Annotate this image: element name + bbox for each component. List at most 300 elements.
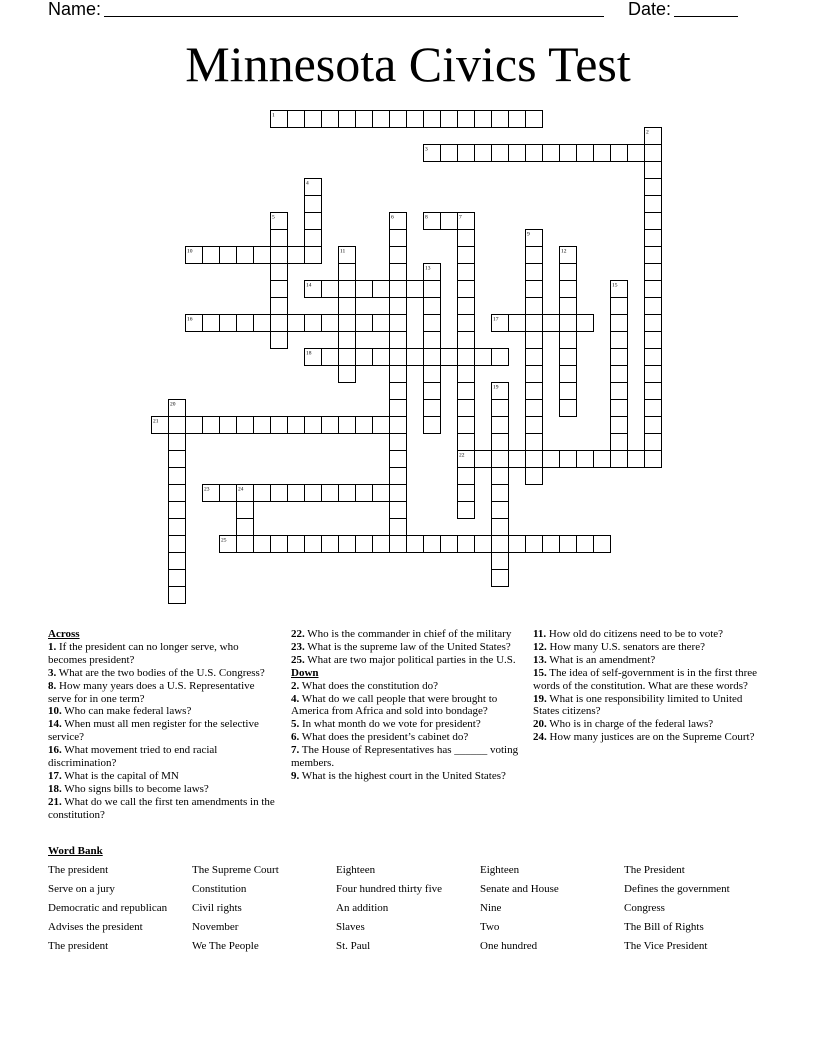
crossword-cell[interactable]	[645, 417, 662, 434]
clue-item	[533, 628, 765, 641]
crossword-cell[interactable]	[492, 468, 509, 485]
crossword-cell[interactable]	[424, 366, 441, 383]
crossword-cell[interactable]	[645, 247, 662, 264]
crossword-cell[interactable]	[560, 366, 577, 383]
crossword-cell[interactable]	[509, 145, 526, 162]
crossword-cell[interactable]	[492, 502, 509, 519]
across-heading: Across	[48, 628, 80, 640]
cell-number: 18	[306, 350, 312, 357]
crossword-cell[interactable]	[611, 298, 628, 315]
crossword-cell[interactable]	[543, 451, 560, 468]
cell-number: 15	[612, 282, 618, 289]
crossword-cell[interactable]	[373, 417, 390, 434]
word-bank-item: St. Paul	[336, 940, 371, 952]
clue-text: What is the supreme law of the United States?	[304, 640, 511, 653]
crossword-cell[interactable]	[339, 485, 356, 502]
crossword-cell[interactable]	[560, 349, 577, 366]
crossword-cell[interactable]	[560, 281, 577, 298]
crossword-cell[interactable]	[373, 485, 390, 502]
crossword-cell[interactable]	[305, 247, 322, 264]
crossword-cell[interactable]	[339, 332, 356, 349]
crossword-cell[interactable]	[305, 213, 322, 230]
crossword-cell[interactable]	[169, 485, 186, 502]
crossword-cell[interactable]	[322, 111, 339, 128]
crossword-cell[interactable]	[356, 315, 373, 332]
crossword-cell[interactable]	[492, 417, 509, 434]
crossword-cell[interactable]	[458, 264, 475, 281]
crossword-cell[interactable]	[390, 383, 407, 400]
crossword-cell[interactable]	[339, 349, 356, 366]
word-bank-item: Two	[480, 921, 500, 933]
crossword-cell[interactable]	[526, 349, 543, 366]
crossword-cell[interactable]	[373, 349, 390, 366]
crossword-cell[interactable]	[560, 145, 577, 162]
crossword-cell[interactable]	[305, 485, 322, 502]
crossword-cell[interactable]	[390, 349, 407, 366]
cell-number: 11	[340, 248, 346, 255]
crossword-cell[interactable]	[611, 366, 628, 383]
crossword-cell[interactable]	[424, 281, 441, 298]
crossword-cell[interactable]	[611, 417, 628, 434]
crossword-cell[interactable]	[594, 145, 611, 162]
crossword-cell[interactable]	[611, 332, 628, 349]
crossword-cell[interactable]	[458, 332, 475, 349]
clue-number: 21.	[48, 795, 62, 808]
crossword-cell[interactable]	[475, 536, 492, 553]
crossword-cell[interactable]	[645, 230, 662, 247]
crossword-cell[interactable]	[458, 315, 475, 332]
crossword-cell[interactable]	[271, 264, 288, 281]
crossword-cell[interactable]	[594, 536, 611, 553]
crossword-cell[interactable]	[424, 332, 441, 349]
crossword-cell[interactable]	[458, 298, 475, 315]
crossword-cell[interactable]	[407, 281, 424, 298]
crossword-cell[interactable]	[577, 451, 594, 468]
crossword-cell[interactable]	[441, 145, 458, 162]
crossword-cell[interactable]	[645, 349, 662, 366]
crossword-cell[interactable]	[288, 111, 305, 128]
crossword-cell[interactable]	[526, 145, 543, 162]
clue-number: 9.	[291, 769, 300, 782]
crossword-cell[interactable]	[458, 281, 475, 298]
crossword-cell[interactable]	[458, 502, 475, 519]
crossword-cell[interactable]	[645, 196, 662, 213]
crossword-cell[interactable]	[339, 264, 356, 281]
crossword-cell[interactable]	[254, 485, 271, 502]
crossword-cell[interactable]	[509, 536, 526, 553]
crossword-cell[interactable]	[356, 536, 373, 553]
crossword-cell[interactable]	[560, 332, 577, 349]
crossword-cell[interactable]	[390, 230, 407, 247]
crossword-cell[interactable]	[254, 536, 271, 553]
crossword-cell[interactable]	[509, 315, 526, 332]
crossword-cell[interactable]	[237, 247, 254, 264]
crossword-cell[interactable]	[458, 468, 475, 485]
crossword-cell[interactable]	[220, 417, 237, 434]
crossword-cell[interactable]	[237, 519, 254, 536]
crossword-cell[interactable]	[390, 332, 407, 349]
crossword-cell[interactable]	[492, 553, 509, 570]
crossword-cell[interactable]	[543, 145, 560, 162]
crossword-cell[interactable]	[390, 111, 407, 128]
crossword-cell[interactable]	[526, 332, 543, 349]
crossword-cell[interactable]	[492, 485, 509, 502]
crossword-cell[interactable]	[560, 383, 577, 400]
crossword-cell[interactable]	[305, 230, 322, 247]
crossword-cell[interactable]	[254, 417, 271, 434]
crossword-cell[interactable]	[424, 536, 441, 553]
crossword-cell[interactable]	[322, 485, 339, 502]
crossword-cell[interactable]	[526, 264, 543, 281]
crossword-cell[interactable]	[577, 145, 594, 162]
crossword-cell[interactable]	[526, 434, 543, 451]
crossword-cell[interactable]	[169, 451, 186, 468]
crossword-cell[interactable]	[322, 315, 339, 332]
cell-number: 14	[306, 282, 312, 289]
cell-number: 6	[391, 214, 394, 221]
clue-item	[291, 693, 523, 719]
crossword-cell[interactable]	[169, 553, 186, 570]
crossword-cell[interactable]	[441, 536, 458, 553]
crossword-cell[interactable]	[356, 485, 373, 502]
crossword-cell[interactable]	[169, 434, 186, 451]
crossword-cell[interactable]	[271, 536, 288, 553]
crossword-cell[interactable]	[628, 145, 645, 162]
crossword-cell[interactable]	[492, 451, 509, 468]
crossword-cell[interactable]	[271, 247, 288, 264]
crossword-cell[interactable]	[288, 315, 305, 332]
crossword-cell[interactable]	[645, 315, 662, 332]
crossword-cell[interactable]	[458, 230, 475, 247]
crossword-cell[interactable]	[526, 315, 543, 332]
crossword-cell[interactable]	[424, 349, 441, 366]
clue-item	[48, 744, 278, 770]
crossword-cell[interactable]	[220, 485, 237, 502]
crossword-cell[interactable]	[645, 383, 662, 400]
crossword-cell[interactable]	[254, 315, 271, 332]
crossword-cell[interactable]	[390, 434, 407, 451]
crossword-cell[interactable]	[305, 536, 322, 553]
crossword-cell[interactable]	[645, 213, 662, 230]
crossword-cell[interactable]	[237, 315, 254, 332]
crossword-cell[interactable]	[288, 247, 305, 264]
crossword-cell[interactable]	[390, 485, 407, 502]
crossword-cell[interactable]	[645, 179, 662, 196]
crossword-cell[interactable]	[203, 417, 220, 434]
clue-text: Who can make federal laws?	[61, 705, 192, 718]
crossword-cell[interactable]	[339, 315, 356, 332]
clue-number: 10.	[48, 705, 62, 718]
crossword-cell[interactable]	[611, 145, 628, 162]
crossword-cell[interactable]	[458, 145, 475, 162]
crossword-cell[interactable]	[390, 281, 407, 298]
crossword-cell[interactable]	[424, 400, 441, 417]
crossword-cell[interactable]	[560, 298, 577, 315]
crossword-cell[interactable]	[322, 417, 339, 434]
crossword-cell[interactable]	[645, 332, 662, 349]
crossword-cell[interactable]	[356, 417, 373, 434]
crossword-cell[interactable]	[407, 349, 424, 366]
cell-number: 13	[425, 265, 431, 272]
crossword-cell[interactable]	[203, 247, 220, 264]
crossword-cell[interactable]	[220, 247, 237, 264]
word-bank-item: Senate and House	[480, 883, 559, 895]
crossword-cell[interactable]	[356, 111, 373, 128]
clue-text: If the president can no longer serve, who becomes president?	[48, 640, 239, 666]
crossword-cell[interactable]	[271, 298, 288, 315]
crossword-cell[interactable]	[407, 111, 424, 128]
crossword-cell[interactable]	[492, 536, 509, 553]
crossword-cell[interactable]	[611, 349, 628, 366]
crossword-cell[interactable]	[356, 349, 373, 366]
word-bank-item: Four hundred thirty five	[336, 883, 443, 895]
crossword-cell[interactable]	[458, 434, 475, 451]
crossword-cell[interactable]	[458, 383, 475, 400]
crossword-cell[interactable]	[271, 281, 288, 298]
clue-item	[291, 641, 523, 654]
crossword-cell[interactable]	[458, 366, 475, 383]
crossword-cell[interactable]	[526, 247, 543, 264]
crossword-cell[interactable]	[271, 315, 288, 332]
crossword-cell[interactable]	[475, 349, 492, 366]
crossword-cell[interactable]	[611, 400, 628, 417]
crossword-cell[interactable]	[339, 111, 356, 128]
crossword-cell[interactable]	[611, 451, 628, 468]
crossword-cell[interactable]	[594, 451, 611, 468]
cell-number: 24	[238, 486, 244, 493]
crossword-cell[interactable]	[322, 349, 339, 366]
crossword-cell[interactable]	[526, 366, 543, 383]
clue-number: 22.	[291, 628, 305, 640]
crossword-cell[interactable]	[390, 366, 407, 383]
crossword-cell[interactable]	[645, 434, 662, 451]
clue-item	[533, 718, 765, 731]
crossword-cell[interactable]	[645, 281, 662, 298]
crossword-cell[interactable]	[645, 162, 662, 179]
crossword-cell[interactable]	[526, 451, 543, 468]
crossword-cell[interactable]	[169, 502, 186, 519]
crossword-cell[interactable]	[560, 536, 577, 553]
crossword-cell[interactable]	[373, 315, 390, 332]
crossword-cell[interactable]	[526, 298, 543, 315]
clue-item	[48, 718, 278, 744]
crossword-cell[interactable]	[458, 417, 475, 434]
crossword-cell[interactable]	[305, 315, 322, 332]
crossword-cell[interactable]	[220, 315, 237, 332]
crossword-cell[interactable]	[577, 536, 594, 553]
crossword-cell[interactable]	[237, 417, 254, 434]
clue-item	[291, 680, 523, 693]
crossword-cell[interactable]	[424, 298, 441, 315]
crossword-cell[interactable]	[288, 536, 305, 553]
crossword-cell[interactable]	[305, 417, 322, 434]
crossword-cell[interactable]	[271, 332, 288, 349]
crossword-cell[interactable]	[441, 111, 458, 128]
crossword-cell[interactable]	[356, 281, 373, 298]
clue-item	[48, 705, 278, 718]
crossword-cell[interactable]	[611, 434, 628, 451]
clue-text: The idea of self-government is in the first three words of the constitution. What are these words?	[533, 666, 758, 692]
crossword-cell[interactable]	[560, 400, 577, 417]
crossword-cell[interactable]	[492, 434, 509, 451]
word-bank-item: The Vice President	[624, 940, 708, 952]
crossword-cell[interactable]	[373, 281, 390, 298]
clue-item	[291, 744, 523, 770]
clue-text: What does the constitution do?	[299, 679, 439, 692]
cell-number: 10	[187, 248, 193, 255]
clue-item	[291, 770, 523, 783]
crossword-cell[interactable]	[169, 536, 186, 553]
crossword-cell[interactable]	[492, 400, 509, 417]
crossword-cell[interactable]	[492, 570, 509, 587]
crossword-cell[interactable]	[339, 366, 356, 383]
crossword-cell[interactable]	[526, 536, 543, 553]
crossword-cell[interactable]	[237, 502, 254, 519]
crossword-cell[interactable]	[509, 111, 526, 128]
crossword-cell[interactable]	[339, 536, 356, 553]
word-bank-item: Eighteen	[336, 864, 376, 876]
crossword-cell[interactable]	[254, 247, 271, 264]
clue-text: What are the two bodies of the U.S. Congress?	[56, 666, 265, 679]
cell-number: 7	[459, 214, 462, 221]
crossword-cell[interactable]	[526, 111, 543, 128]
crossword-cell[interactable]	[288, 417, 305, 434]
crossword-cell[interactable]	[390, 247, 407, 264]
crossword-cell[interactable]	[543, 315, 560, 332]
crossword-cell[interactable]	[373, 536, 390, 553]
crossword-cell[interactable]	[390, 468, 407, 485]
word-bank-item: Constitution	[192, 883, 247, 895]
crossword-cell[interactable]	[339, 417, 356, 434]
clue-item	[48, 770, 278, 783]
clue-item	[533, 731, 765, 744]
crossword-cell[interactable]	[169, 519, 186, 536]
crossword-cell[interactable]	[322, 536, 339, 553]
crossword-cell[interactable]	[186, 417, 203, 434]
crossword-cell[interactable]	[305, 111, 322, 128]
crossword-cell[interactable]	[288, 485, 305, 502]
crossword-cell[interactable]	[645, 264, 662, 281]
crossword-cell[interactable]	[611, 383, 628, 400]
clue-text: How many years does a U.S. Representative serve for in one term?	[48, 679, 255, 705]
crossword-cell[interactable]	[339, 281, 356, 298]
clue-text: What is the capital of MN	[61, 769, 179, 782]
clue-number: 4.	[291, 692, 300, 705]
clues-column-1	[48, 628, 278, 822]
crossword-cell[interactable]	[475, 111, 492, 128]
crossword-cell[interactable]	[373, 111, 390, 128]
clue-number: 25.	[291, 653, 305, 666]
crossword-cell[interactable]	[390, 264, 407, 281]
crossword-cell[interactable]	[628, 451, 645, 468]
clue-number: 18.	[48, 782, 62, 795]
clue-number: 2.	[291, 679, 300, 692]
crossword-cell[interactable]	[458, 247, 475, 264]
crossword-cell[interactable]	[458, 111, 475, 128]
crossword-cell[interactable]	[577, 315, 594, 332]
word-bank-item: The Supreme Court	[192, 864, 279, 876]
crossword-cell[interactable]	[424, 383, 441, 400]
crossword-cell[interactable]	[424, 417, 441, 434]
crossword-cell[interactable]	[390, 502, 407, 519]
clues-column-2	[291, 628, 523, 783]
crossword-cell[interactable]	[424, 315, 441, 332]
crossword-cell[interactable]	[645, 145, 662, 162]
word-bank-item: Congress	[624, 902, 665, 914]
crossword-cell[interactable]	[458, 485, 475, 502]
crossword-cell[interactable]	[475, 451, 492, 468]
crossword-cell[interactable]	[560, 451, 577, 468]
word-bank-item: Eighteen	[480, 864, 520, 876]
crossword-cell[interactable]	[237, 536, 254, 553]
crossword-cell[interactable]	[560, 264, 577, 281]
crossword-cell[interactable]	[390, 536, 407, 553]
clue-item	[291, 628, 523, 641]
crossword-cell[interactable]	[441, 349, 458, 366]
crossword-cell[interactable]	[492, 111, 509, 128]
crossword-cell[interactable]	[441, 213, 458, 230]
crossword-cell[interactable]	[339, 298, 356, 315]
crossword-cell[interactable]	[390, 298, 407, 315]
clue-item	[533, 667, 765, 693]
crossword-cell[interactable]	[390, 451, 407, 468]
crossword-cell[interactable]	[305, 196, 322, 213]
crossword-cell[interactable]	[475, 145, 492, 162]
crossword-cell[interactable]	[322, 281, 339, 298]
clue-text: When must all men register for the selective service?	[48, 718, 259, 744]
crossword-cell[interactable]	[390, 400, 407, 417]
crossword-cell[interactable]	[509, 451, 526, 468]
crossword-cell[interactable]	[492, 349, 509, 366]
crossword-cell[interactable]	[526, 400, 543, 417]
crossword-cell[interactable]	[611, 315, 628, 332]
crossword-cell[interactable]	[169, 417, 186, 434]
crossword-cell[interactable]	[526, 383, 543, 400]
clue-number: 6.	[291, 731, 300, 744]
crossword-cell[interactable]	[169, 468, 186, 485]
crossword-cell[interactable]	[271, 417, 288, 434]
crossword-cell[interactable]	[203, 315, 220, 332]
crossword-cell[interactable]	[271, 485, 288, 502]
crossword-cell[interactable]	[458, 349, 475, 366]
crossword-cell[interactable]	[526, 468, 543, 485]
crossword-cell[interactable]	[390, 417, 407, 434]
crossword-cell[interactable]	[526, 281, 543, 298]
clue-number: 3.	[48, 666, 57, 679]
crossword-cell[interactable]	[492, 145, 509, 162]
crossword-cell[interactable]	[526, 417, 543, 434]
clue-text: Who signs bills to become laws?	[61, 782, 209, 795]
clue-text: What movement tried to end racial discrimination?	[48, 744, 218, 770]
crossword-cell[interactable]	[645, 366, 662, 383]
crossword-cell[interactable]	[645, 400, 662, 417]
crossword-cell[interactable]	[458, 536, 475, 553]
crossword-cell[interactable]	[407, 536, 424, 553]
crossword-cell[interactable]	[169, 587, 186, 604]
crossword-cell[interactable]	[492, 519, 509, 536]
crossword-cell[interactable]	[560, 315, 577, 332]
crossword-cell[interactable]	[543, 536, 560, 553]
crossword-cell[interactable]	[645, 298, 662, 315]
crossword-cell[interactable]	[390, 519, 407, 536]
crossword-cell[interactable]	[271, 230, 288, 247]
crossword-cell[interactable]	[645, 451, 662, 468]
crossword-cell[interactable]	[424, 111, 441, 128]
crossword-cell[interactable]	[458, 400, 475, 417]
crossword-cell[interactable]	[390, 315, 407, 332]
crossword-cell[interactable]	[169, 570, 186, 587]
word-bank-item: The president	[48, 864, 109, 876]
